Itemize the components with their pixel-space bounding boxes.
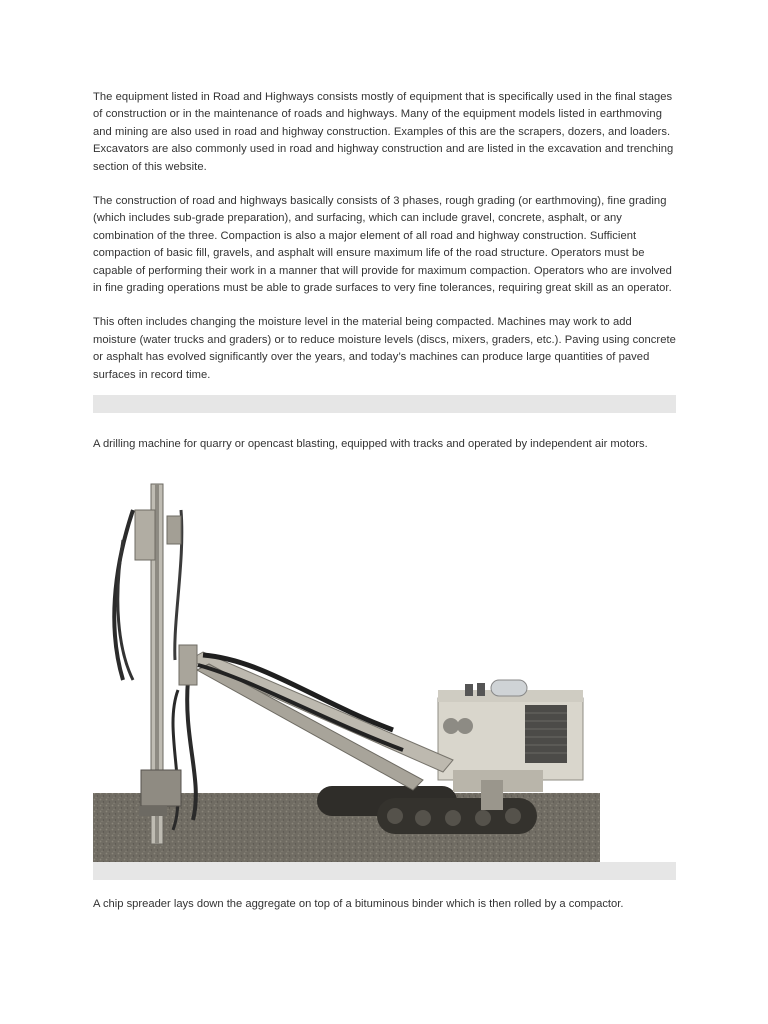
chip-spreader-caption: A chip spreader lays down the aggregate on top of a bituminous binder which is then rolled by a compactor. (93, 897, 624, 910)
drilling-machine-photo (93, 480, 600, 862)
construction-phases-paragraph: The construction of road and highways basically consists of 3 phases, rough grading (or earthmoving), fine grading (which includes sub-grade preparation), and surfacing, which can include gravel, concrete, asphalt, or any combination of the three. Compaction is also a major element of all road and highway construction. Sufficient compaction of basic fill, gravels, and asphalt will ensure maximum life of the road structure. Operators must be capable of performing their work in a manner that will provide for maximum compaction. Operators who are involved in fine grading operations must be able to grade surfaces to very fine tolerances, requiring great skill as an operator. (93, 195, 672, 295)
document-page (93, 89, 676, 913)
section-divider (93, 395, 676, 413)
section-divider (93, 862, 676, 880)
drill-caption: A drilling machine for quarry or opencast blasting, equipped with tracks and operated by independent air motors. (93, 438, 648, 451)
moisture-paragraph: This often includes changing the moisture level in the material being compacted. Machines may work to add moisture (water trucks and graders) or to reduce moisture levels (discs, mixers, graders, etc.). Paving using concrete or asphalt has evolved significantly over the years, and today’s machines can produce large quantities of paved surfaces in record time. (93, 316, 676, 381)
drilling-machine-illustration (93, 480, 600, 862)
intro-paragraph: The equipment listed in Road and Highways consists mostly of equipment that is specifically used in the final stages of construction or in the maintenance of roads and highways. Many of the equipment models listed in earthmoving and mining are also used in road and highway construction. Examples of this are the scrapers, dozers, and loaders. Excavators are also commonly used in road and highway construction and are listed in the excavation and trenching section of this website. (93, 91, 674, 173)
